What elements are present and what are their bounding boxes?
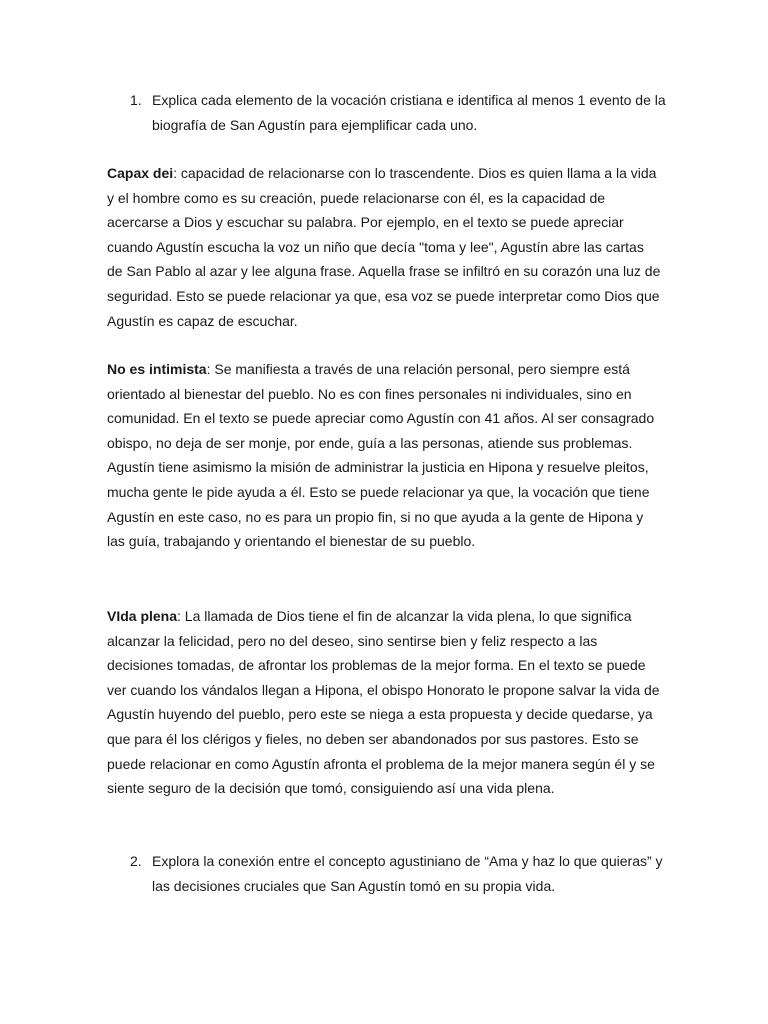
section-body: : capacidad de relacionarse con lo trascendente. Dios es quien llama a la vida y el hombre como es su creación, puede relacionarse con él, es la capacidad de acercarse a Dios y escuchar su palabra. Por ejemplo, en el texto se puede apreciar cuando Agustín escucha la voz un niño que decía "toma y lee", Agustín abre las cartas de San Pablo al azar y lee alguna frase. Aquella frase se infiltró en su corazón una luz de seguridad. Esto se puede relacionar ya que, esa voz se puede interpretar como Dios que Agustín es capaz de escuchar. xyxy=(107,165,661,329)
section-term: Capax dei xyxy=(107,165,174,181)
section-body: : Se manifiesta a través de una relación personal, pero siempre está orientado al bienestar del pueblo. No es con fines personales ni individuales, sino en comunidad. En el texto se puede apreciar como Agustín con 41 años. Al ser consagrado obispo, no deja de ser monje, por ende, guía a las personas, atiende sus problemas. Agustín tiene asimismo la misión de administrar la justicia en Hipona y resuelve pleitos, mucha gente le pide ayuda a él. Esto se puede relacionar ya que, la vocación que tiene Agustín en este caso, no es para un propio fin, si no que ayuda a la gente de Hipona y las guía, trabajando y orientando el bienestar de su pueblo. xyxy=(107,361,655,550)
section-term: No es intimista xyxy=(107,361,207,377)
question-text: Explora la conexión entre el concepto agustiniano de “Ama y haz lo que quieras” y las decisiones cruciales que San Agustín tomó en su propia vida. xyxy=(152,853,663,894)
section-no-es-intimista xyxy=(107,357,663,554)
question-2 xyxy=(107,849,667,899)
section-term: VIda plena xyxy=(107,608,178,624)
section-body: : La llamada de Dios tiene el fin de alcanzar la vida plena, lo que significa alcanzar la felicidad, pero no del deseo, sino sentirse bien y feliz respecto a las decisiones tomadas, de afrontar los problemas de la mejor forma. En el texto se puede ver cuando los vándalos llegan a Hipona, el obispo Honorato le propone salvar la vida de Agustín huyendo del pueblo, pero este se niega a esta propuesta y decide quedarse, ya que para él los clérigos y fieles, no deben ser abandonados por sus pastores. Esto se puede relacionar en como Agustín afronta el problema de la mejor manera según él y se siente seguro de la decisión que tomó, consiguiendo así una vida plena. xyxy=(107,608,660,797)
question-text: Explica cada elemento de la vocación cristiana e identifica al menos 1 evento de la biografía de San Agustín para ejemplificar cada uno. xyxy=(152,92,666,133)
section-capax-dei xyxy=(107,161,663,333)
section-vida-plena xyxy=(107,604,663,801)
question-number: 1. xyxy=(130,92,142,108)
question-number: 2. xyxy=(130,853,142,869)
question-1 xyxy=(107,88,667,138)
